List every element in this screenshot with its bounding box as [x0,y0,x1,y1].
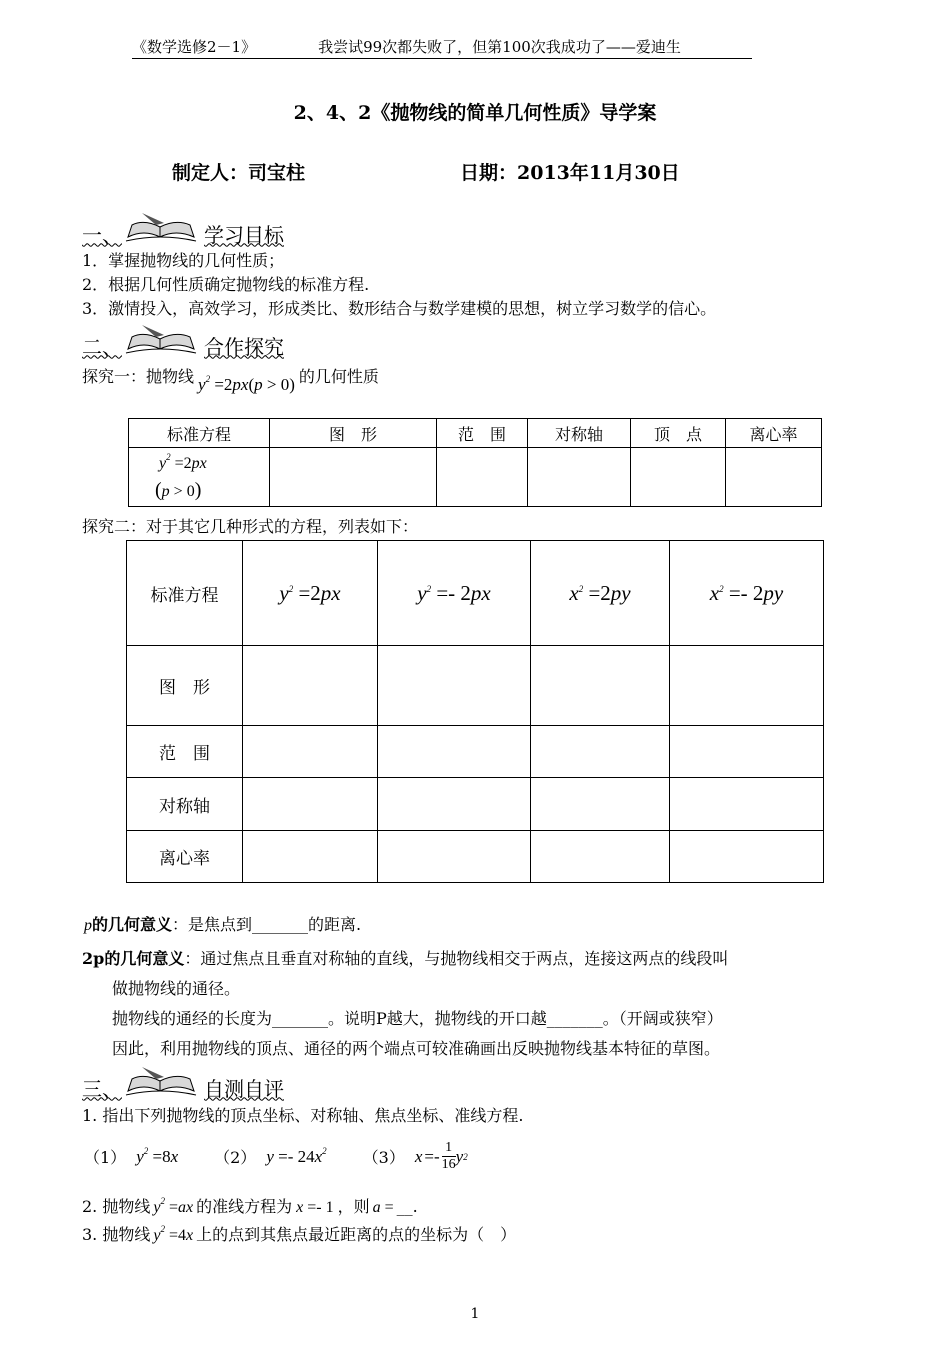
t2-axis-cell[interactable] [243,778,378,831]
formula-x-neg-1-16-y2: x =- $\frac{1}{16}$ y 2 [414,1140,468,1172]
header-left: 《数学选修2－1》 [132,38,257,56]
table-explore-1 [128,418,822,507]
p-meaning-label: 的几何意义 [92,915,173,934]
t2-graph-cell[interactable] [378,646,531,726]
t2-eccentricity-cell[interactable] [378,831,531,883]
t1-header-graph: 图 形 [270,419,437,448]
t2-row-range-label: 范 围 [127,726,243,778]
page-title: 2、4、2《抛物线的简单几何性质》导学案 [293,102,657,124]
t2-axis-cell[interactable] [531,778,670,831]
t1-header-eccentricity: 离心率 [726,419,822,448]
t2-range-cell[interactable] [378,726,531,778]
goal-2: 2．根据几何性质确定抛物线的标准方程. [82,275,370,294]
t1-graph-cell[interactable] [270,448,437,507]
p2-meaning-line3: 因此，利用抛物线的顶点、通径的两个端点可较准确画出反映抛物线基本特征的草图。 [112,1039,721,1058]
question-2: 2. 抛物线 $y^2 =ax$ 的准线方程为 x =- 1 ，则 a = __. [82,1196,418,1216]
page-number: 1 [470,1306,480,1322]
page-header [132,36,752,59]
p2-meaning-label: 2p的几何意义 [82,949,185,968]
open-book-icon [124,1061,198,1101]
header-right: 我尝试99次都失败了，但第100次我成功了——爱迪生 [318,38,681,56]
t2-eq-3: $x^2 =2py$ [531,541,670,646]
formula-y2-2px: $y^2 =2px$ [159,452,207,472]
t2-graph-cell[interactable] [531,646,670,726]
t2-range-cell[interactable] [670,726,824,778]
t1-eccentricity-cell[interactable] [726,448,822,507]
t2-eccentricity-cell[interactable] [243,831,378,883]
explore-1 [82,364,379,394]
t2-eq-2: $y^2 =- 2px$ [378,541,531,646]
t2-eq-4: $x^2 =- 2py$ [670,541,824,646]
t1-vertex-cell[interactable] [631,448,726,507]
p-meaning: p的几何意义：是焦点到_______的距离. [84,915,362,934]
p2-meaning-text: ：通过焦点且垂直对称轴的直线，与抛物线相交于两点，连接这两点的线段叫 [184,949,729,968]
t1-header-axis: 对称轴 [528,419,631,448]
q1-label-3: （3） [362,1148,405,1167]
t2-range-cell[interactable] [531,726,670,778]
explore-1-suffix: 的几何性质 [298,367,379,386]
open-book-icon [124,207,198,247]
section-1-number: 一、 [82,222,122,247]
t2-axis-cell[interactable] [670,778,824,831]
q1-label-1: （1） [84,1148,127,1167]
section-3-heading [82,1072,284,1102]
author-maker: 制定人：司宝柱 [172,162,306,184]
p2-meaning [82,946,728,969]
p-meaning-text: ：是焦点到_______的距离. [172,915,362,934]
open-book-icon [124,319,198,359]
formula-y2-2px-p-gt-0: $y^2 =2px(p > 0)$ [198,374,295,394]
t1-header-vertex: 顶 点 [631,419,726,448]
question-1-items [84,1140,468,1173]
t2-eccentricity-cell[interactable] [670,831,824,883]
goal-3: 3．激情投入，高效学习，形成类比、数形结合与数学建模的思想，树立学习数学的信心。 [82,299,717,318]
t2-range-cell[interactable] [243,726,378,778]
formula-y2-8x: $y^2 =8x$ [136,1146,179,1166]
q1-label-2: （2） [214,1148,257,1167]
question-1: 1. 指出下列抛物线的顶点坐标、对称轴、焦点坐标、准线方程. [82,1106,524,1125]
t1-header-range: 范 围 [437,419,528,448]
t2-row-equation-label: 标准方程 [127,541,243,646]
t2-row-eccentricity-label: 离心率 [127,831,243,883]
t1-header-equation: 标准方程 [129,419,270,448]
t2-row-axis-label: 对称轴 [127,778,243,831]
explore-1-prefix: 探究一：抛物线 [82,367,195,386]
section-2-heading [82,330,284,360]
t1-axis-cell[interactable] [528,448,631,507]
formula-y-neg24x2: $y =- 24x^2$ [266,1146,327,1166]
explore-2: 探究二：对于其它几种形式的方程，列表如下： [82,517,419,536]
t2-row-graph-label: 图 形 [127,646,243,726]
author-date: 日期：2013年11月30日 [460,162,680,184]
t2-eq-1: $y^2 =2px$ [243,541,378,646]
t2-axis-cell[interactable] [378,778,531,831]
p2-meaning-cont: 做抛物线的通径。 [112,979,241,998]
section-2-number: 二、 [82,334,122,359]
goal-1: 1．掌握抛物线的几何性质； [82,251,285,270]
table-explore-2 [126,540,824,883]
section-1-title: 学习目标 [204,222,284,247]
t1-range-cell[interactable] [437,448,528,507]
t2-graph-cell[interactable] [670,646,824,726]
formula-p-gt-0: (p > 0) [155,479,202,501]
section-1-heading [82,218,284,248]
t2-graph-cell[interactable] [243,646,378,726]
section-3-number: 三、 [82,1076,122,1101]
question-3: 3. 抛物线 $y^2 =4x$ 上的点到其焦点最近距离的点的坐标为（ ） [82,1224,517,1244]
section-3-title: 自测自评 [204,1076,284,1101]
section-2-title: 合作探究 [204,334,284,359]
t2-eccentricity-cell[interactable] [531,831,670,883]
p2-meaning-line2: 抛物线的通经的长度为_______。说明P越大，抛物线的开口越_______。（开阔或狭窄） [112,1009,723,1028]
t1-equation-cell [129,448,270,507]
